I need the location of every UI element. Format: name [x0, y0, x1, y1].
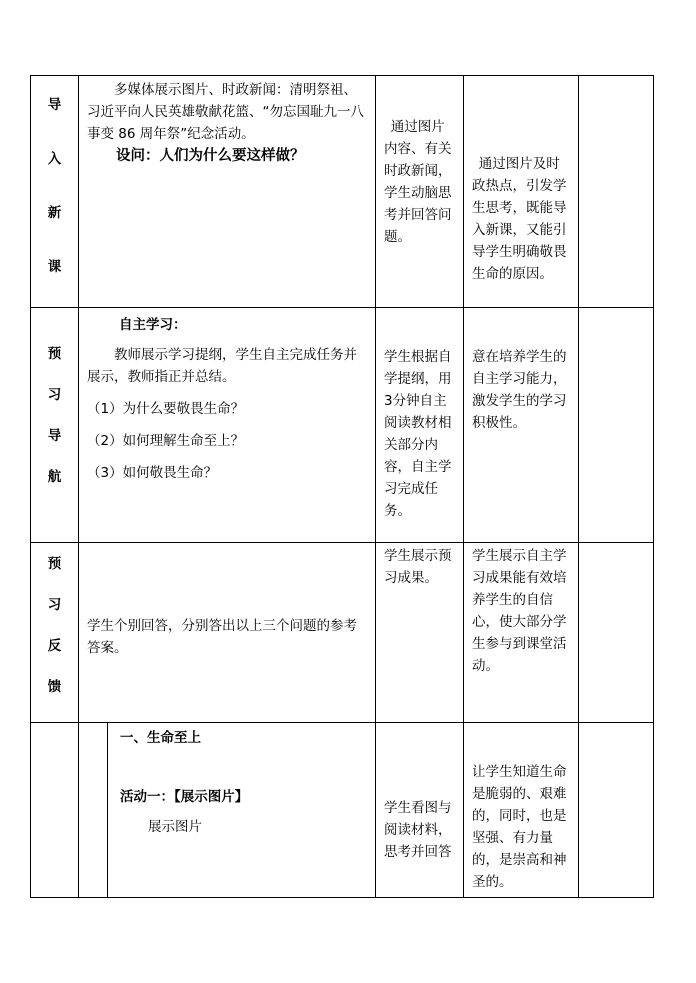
activity-title: 活动一：【展示图片】 [120, 789, 249, 805]
notes-cell [579, 308, 654, 543]
design-intent-text: 学生展示自主学习成果能有效培养学生的自信心，使大部分学生参与到课堂活动。 [472, 548, 567, 674]
notes-cell [579, 723, 654, 898]
stage-char: 导 [47, 97, 62, 113]
stage-cell [31, 543, 79, 723]
design-intent-cell [464, 543, 579, 723]
content-cell [79, 76, 376, 308]
stage-char: 预 [47, 346, 62, 362]
student-activity-cell [376, 723, 464, 898]
design-intent-text: 让学生知道生命是脆弱的、艰难的，同时，也是坚强、有力量的，是崇高和神圣的。 [472, 764, 567, 890]
lesson-plan-table [30, 75, 654, 898]
design-intent-cell [464, 76, 579, 308]
table-row [31, 308, 654, 543]
student-activity-text: 学生看图与阅读材料，思考并回答 [384, 800, 452, 860]
table-row [31, 543, 654, 723]
stage-char: 课 [47, 259, 62, 275]
notes-cell [579, 543, 654, 723]
stage-char: 习 [47, 597, 62, 613]
stage-cell [31, 308, 79, 543]
content-cell [79, 308, 376, 543]
content-cell [79, 543, 376, 723]
stage-char: 航 [47, 469, 62, 485]
stage-char: 导 [47, 428, 62, 444]
design-intent-cell [464, 308, 579, 543]
content-heading: 自主学习： [119, 317, 187, 333]
stage-char: 预 [47, 556, 62, 572]
table-row [31, 723, 654, 898]
notes-cell [579, 76, 654, 308]
table-row [31, 76, 654, 308]
stage-cell [31, 76, 79, 308]
content-text: 教师展示学习提纲，学生自主完成任务并展示，教师指正并总结。 [87, 347, 357, 385]
design-intent-text: 通过图片及时政热点，引发学生思考，既能导入新课，又能引导学生明确敬畏生命的原因。 [472, 156, 567, 282]
student-activity-cell [376, 76, 464, 308]
student-activity-cell [376, 543, 464, 723]
student-activity-cell [376, 308, 464, 543]
stage-char: 新 [47, 205, 62, 221]
stage-char: 习 [47, 387, 62, 403]
section-title: 一、生命至上 [120, 730, 201, 746]
design-intent-cell [464, 723, 579, 898]
content-question: 设问：人们为什么要这样做？ [116, 148, 305, 164]
student-activity-text: 学生展示预习成果。 [384, 548, 452, 586]
inner-divider [79, 723, 108, 897]
stage-char: 入 [47, 151, 62, 167]
student-activity-text: 通过图片内容、有关时政新闻，学生动脑思考并回答问题。 [384, 119, 452, 245]
question-item: （1）为什么要敬畏生命？ [87, 401, 245, 417]
content-text: 多媒体展示图片、时政新闻：清明祭祖、习近平向人民英雄敬献花篮、“勿忘国耻九一八事变 86 周年祭”纪念活动。 [87, 82, 364, 142]
stage-cell [31, 723, 79, 898]
content-cell [79, 723, 376, 898]
question-item: （2）如何理解生命至上？ [87, 433, 245, 449]
stage-char: 反 [47, 638, 62, 654]
student-activity-text: 学生根据自学提纲，用3分钟自主阅读教材相关部分内容，自主学习完成任务。 [384, 349, 452, 519]
design-intent-text: 意在培养学生的自主学习能力，激发学生的学习积极性。 [472, 349, 567, 431]
activity-description: 展示图片 [148, 819, 202, 835]
stage-char: 馈 [47, 679, 62, 695]
content-text: 学生个别回答，分别答出以上三个问题的参考答案。 [87, 618, 357, 656]
question-item: （3）如何敬畏生命？ [87, 465, 218, 481]
